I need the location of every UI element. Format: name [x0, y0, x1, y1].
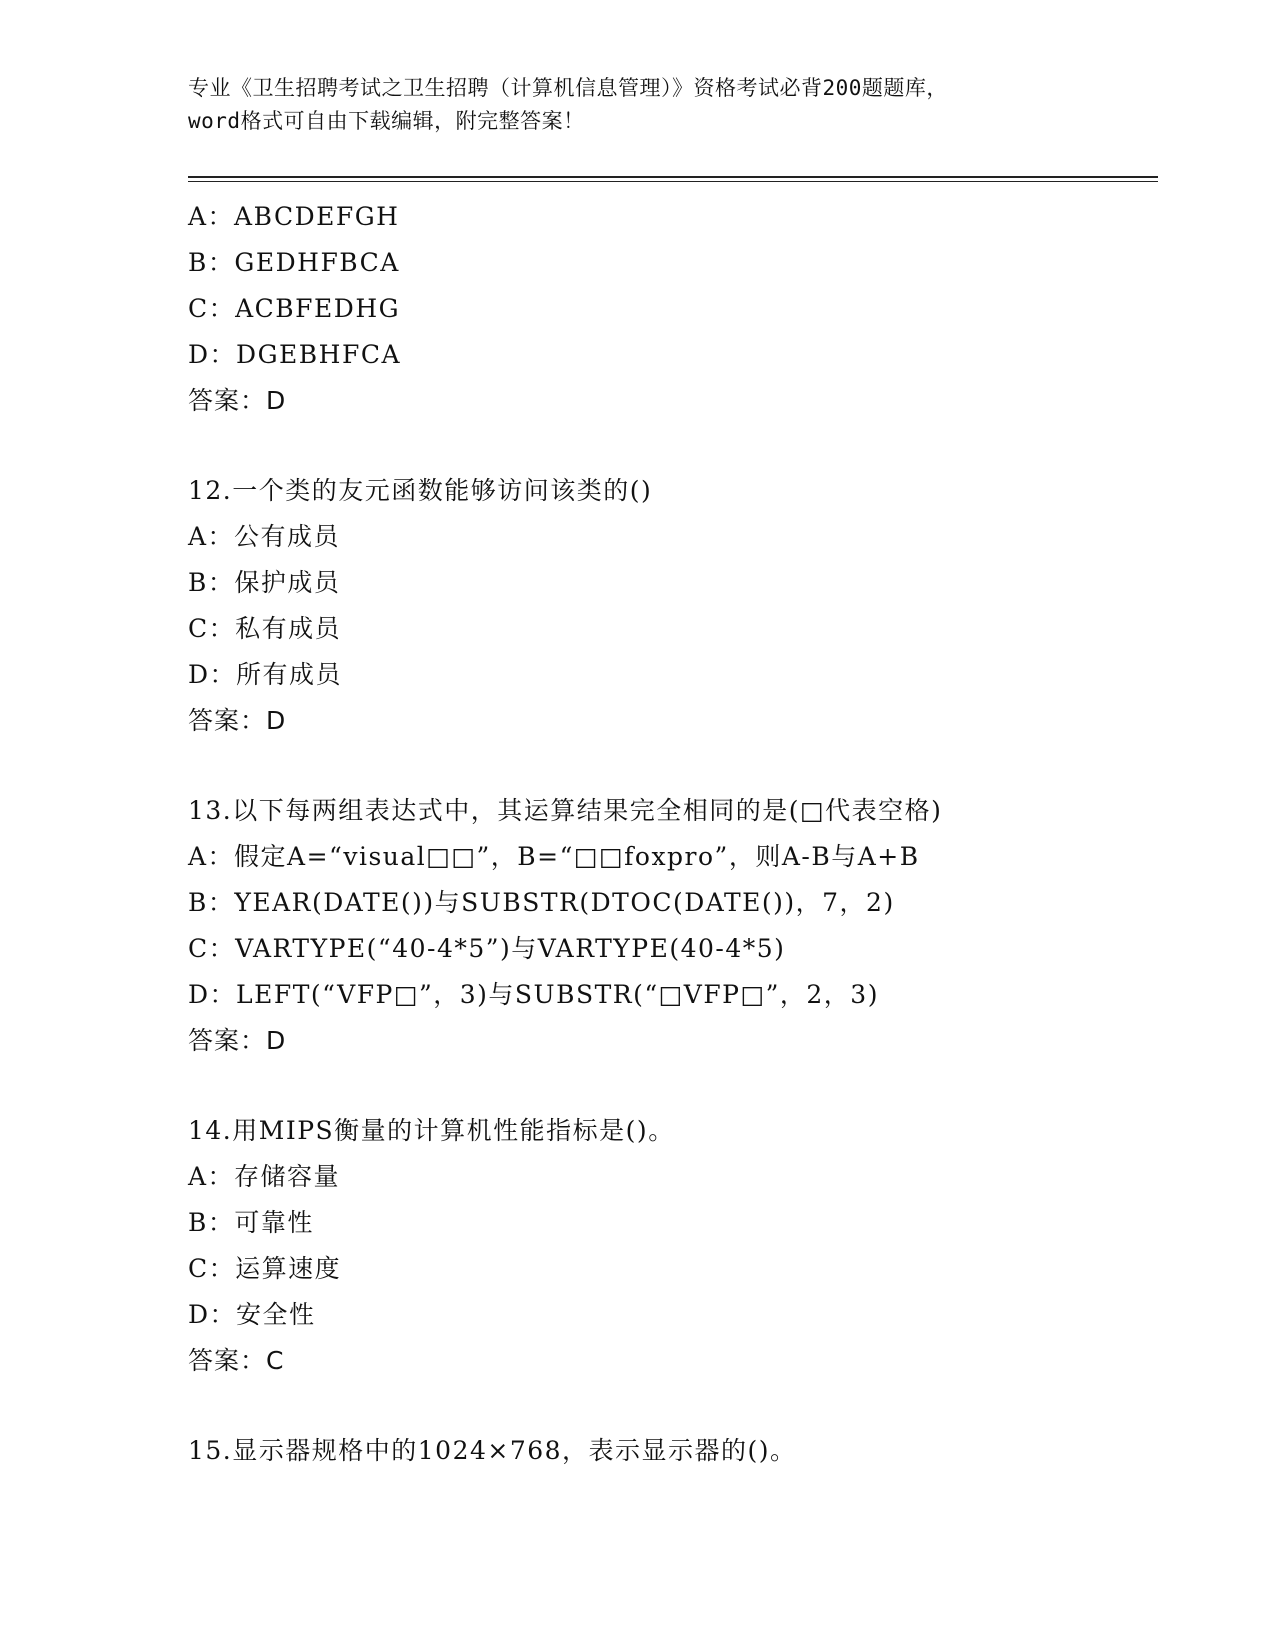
- header-line-1: 专业《卫生招聘考试之卫生招聘（计算机信息管理）》资格考试必背200题题库，: [188, 76, 948, 100]
- answer-line: 答案：D: [188, 706, 287, 735]
- document-page: [188, 72, 1158, 1474]
- option-a: A：ABCDEFGH: [188, 202, 400, 231]
- question-block-13: [188, 788, 1158, 1064]
- document-header: [188, 72, 1158, 138]
- question-text: 15.显示器规格中的1024×768，表示显示器的()。: [188, 1436, 797, 1465]
- question-block-11: [188, 194, 1158, 424]
- option-c: C：运算速度: [188, 1254, 342, 1283]
- option-a: A：存储容量: [188, 1162, 341, 1191]
- answer-line: 答案：D: [188, 386, 287, 415]
- option-c: C：VARTYPE(“40-4*5”)与VARTYPE(40-4*5): [188, 934, 786, 963]
- option-b: B：保护成员: [188, 568, 341, 597]
- question-list: [188, 194, 1158, 1474]
- header-line-2: word格式可自由下载编辑，附完整答案！: [188, 109, 585, 133]
- option-b: B：可靠性: [188, 1208, 314, 1237]
- option-c: C：私有成员: [188, 614, 342, 643]
- option-a: A：公有成员: [188, 522, 341, 551]
- option-d: D：安全性: [188, 1300, 316, 1329]
- question-text: 13.以下每两组表达式中，其运算结果完全相同的是(□代表空格): [188, 796, 943, 825]
- header-divider: [188, 176, 1158, 182]
- option-d: D：DGEBHFCA: [188, 340, 402, 369]
- option-d: D：所有成员: [188, 660, 343, 689]
- answer-line: 答案：C: [188, 1346, 285, 1375]
- question-block-12: [188, 468, 1158, 744]
- option-b: B：YEAR(DATE())与SUBSTR(DTOC(DATE())，7，2): [188, 888, 895, 917]
- option-c: C：ACBFEDHG: [188, 294, 401, 323]
- answer-line: 答案：D: [188, 1026, 287, 1055]
- question-text: 12.一个类的友元函数能够访问该类的(): [188, 476, 653, 505]
- question-text: 14.用MIPS衡量的计算机性能指标是()。: [188, 1116, 675, 1145]
- question-block-14: [188, 1108, 1158, 1384]
- option-a: A：假定A=“visual□□”，B=“□□foxpro”，则A-B与A+B: [188, 842, 920, 871]
- option-b: B：GEDHFBCA: [188, 248, 400, 277]
- question-block-15: [188, 1428, 1158, 1474]
- option-d: D：LEFT(“VFP□”，3)与SUBSTR(“□VFP□”，2，3): [188, 980, 879, 1009]
